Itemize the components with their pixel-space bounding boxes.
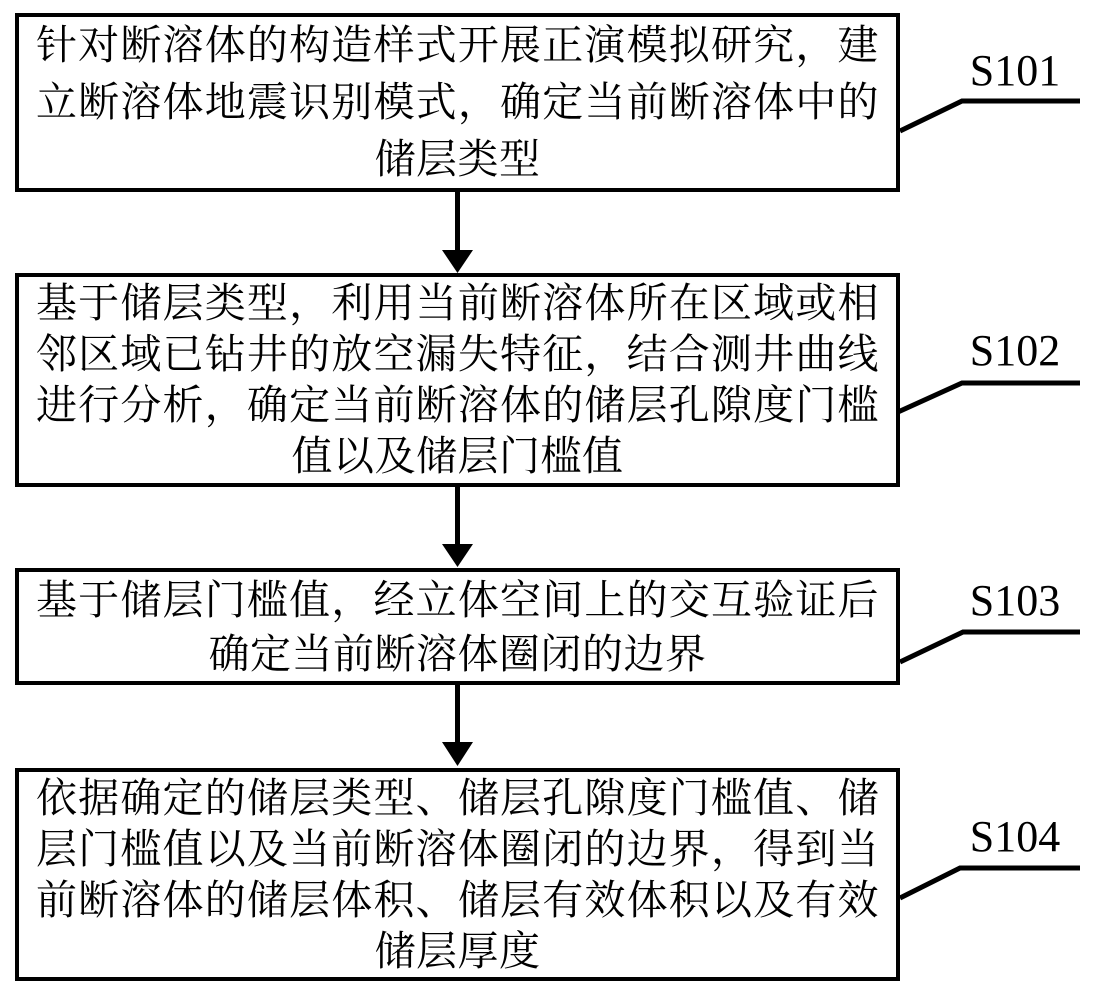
flow-box-s102-text xyxy=(19,278,896,482)
step-label-s103: S103 xyxy=(969,576,1061,625)
flow-box-s104-text xyxy=(19,773,896,977)
callout-line-s104 xyxy=(900,868,1080,898)
box-text-line: 储层厚度 xyxy=(374,927,541,974)
box-text-line: 进行分析，确定当前断溶体的储层孔隙度门槛 xyxy=(36,382,879,428)
flow-box-s103 xyxy=(15,568,900,685)
box-text-line: 立断溶体地震识别模式，确定当前断溶体中的 xyxy=(36,79,879,125)
step-label-s102: S102 xyxy=(969,326,1061,375)
flow-arrow-2 xyxy=(442,487,473,567)
callout-line-s101 xyxy=(900,101,1080,131)
callout-line-s103 xyxy=(900,632,1080,662)
flow-arrow-1 xyxy=(442,192,473,273)
step-label-s104: S104 xyxy=(969,812,1061,861)
flow-box-s102 xyxy=(15,273,900,487)
flow-arrow-3 xyxy=(442,685,473,766)
callout-line-s102 xyxy=(898,383,1080,412)
flow-box-s104 xyxy=(15,768,900,981)
box-text-line: 储层类型 xyxy=(374,136,541,182)
box-text-line: 前断溶体的储层体积、储层有效体积以及有效 xyxy=(36,876,879,923)
flow-box-s101-text xyxy=(19,17,896,188)
box-text-line: 基于储层门槛值，经立体空间上的交互验证后 xyxy=(36,576,879,623)
flow-box-s103-text xyxy=(19,573,896,681)
flow-box-s101 xyxy=(15,13,900,192)
box-text-line: 针对断溶体的构造样式开展正演模拟研究，建 xyxy=(36,22,879,68)
box-text-line: 值以及储层门槛值 xyxy=(291,433,624,479)
box-text-line: 层门槛值以及当前断溶体圈闭的边界，得到当 xyxy=(36,825,879,872)
box-text-line: 邻区域已钻井的放空漏失特征，结合测井曲线 xyxy=(36,331,879,377)
box-text-line: 基于储层类型，利用当前断溶体所在区域或相 xyxy=(36,280,879,326)
box-text-line: 依据确定的储层类型、储层孔隙度门槛值、储 xyxy=(36,774,879,821)
step-label-s101: S101 xyxy=(969,46,1061,95)
box-text-line: 确定当前断溶体圈闭的边界 xyxy=(208,630,707,677)
